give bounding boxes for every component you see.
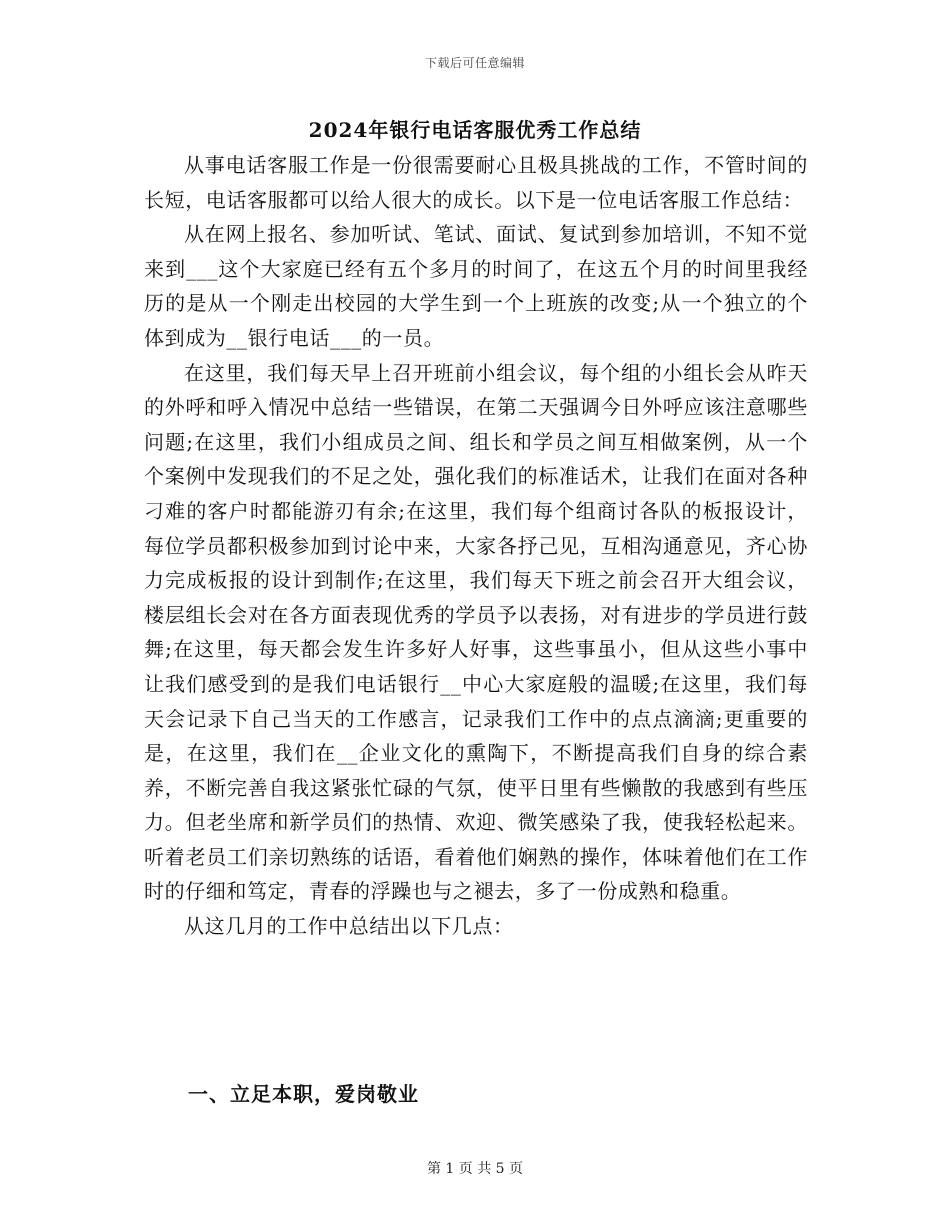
paragraph-summary-lead: 从这几月的工作中总结出以下几点： (184, 914, 514, 939)
paragraph-experience: 从在网上报名、参加听试、笔试、面试、复试到参加培训，不知不觉来到___这个大家庭已经有五个多月的时间了，在这五个月的时间里我经历的是从一个刚走出校园的大学生到一个上班族的改变;从一个独立的个体到成为__银行电话___的一员。 (144, 222, 808, 350)
header-note: 下载后可任意编辑 (424, 56, 525, 70)
paragraph-intro: 从事电话客服工作是一份很需要耐心且极具挑战的工作，不管时间的长短，电话客服都可以给人很大的成长。以下是一位电话客服工作总结： (144, 153, 808, 212)
document-body (144, 148, 808, 944)
document-title: 2024年银行电话客服优秀工作总结 (308, 118, 642, 142)
section-heading: 一、立足本职，爱岗敬业 (188, 1082, 419, 1106)
page-number: 第 1 页 共 5 页 (426, 1161, 524, 1177)
paragraph-daily-work: 在这里，我们每天早上召开班前小组会议，每个组的小组长会从昨天的外呼和呼入情况中总结一些错误，在第二天强调今日外呼应该注意哪些问题;在这里，我们小组成员之间、组长和学员之间互相做案例，从一个个案例中发现我们的不足之处，强化我们的标准话术，让我们在面对各种刁难的客户时都能游刃有余;在这里，我们每个组商讨各队的板报设计，每位学员都积极参加到讨论中来，大家各抒己见，互相沟通意见，齐心协力完成板报的设计到制作;在这里，我们每天下班之前会召开大组会议，楼层组长会对在各方面表现优秀的学员予以表扬，对有进步的学员进行鼓舞;在这里，每天都会发生许多好人好事，这些事虽小，但从这些小事中让我们感受到的是我们电话银行__中心大家庭般的温暖;在这里，我们每天会记录下自己当天的工作感言，记录我们工作中的点点滴滴;更重要的是，在这里，我们在__企业文化的熏陶下，不断提高我们自身的综合素养，不断完善自我这紧张忙碌的气氛，使平日里有些懒散的我感到有些压力。但老坐席和新学员们的热情、欢迎、微笑感染了我，使我轻松起来。听着老员工们亲切熟练的话语，看着他们娴熟的操作，体味着他们在工作时的仔细和笃定，青春的浮躁也与之褪去，多了一份成熟和稳重。 (144, 360, 809, 904)
